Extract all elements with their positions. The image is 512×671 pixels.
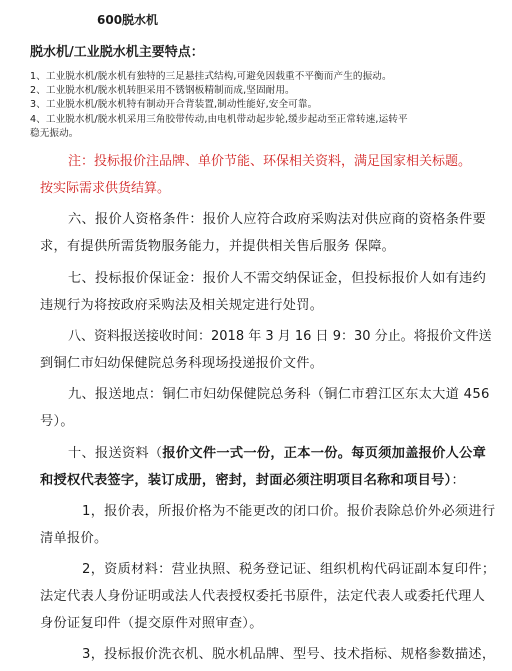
note-line-2: 按实际需求供货结算。 bbox=[40, 181, 171, 196]
section-10-line-2 bbox=[40, 469, 465, 488]
section-8-line-2: 到铜仁市妇幼保健院总务科现场投递报价文件。 bbox=[40, 356, 324, 371]
section-10-bold-2: 和授权代表签字，装订成册，密封，封面必须注明项目名称和项目号） bbox=[40, 473, 452, 488]
feature-item-2: 2、工业脱水机/脱水机转胆采用不锈钢板精制而成,坚固耐用。 bbox=[30, 85, 295, 96]
section-7-line-1: 七、投标报价保证金：报价人不需交纳保证金，但投标报价人如有违约 bbox=[68, 271, 487, 286]
section-10-line-1 bbox=[68, 442, 486, 461]
feature-item-3: 3、工业脱水机/脱水机特有制动开合背装置,制动性能好,安全可靠。 bbox=[30, 99, 318, 110]
product-title: 600脱水机 bbox=[97, 13, 159, 27]
section-10-prefix: 十、报送资料（ bbox=[68, 446, 163, 461]
section-9-line-2: 号）。 bbox=[40, 414, 74, 429]
item-2-line-2: 法定代表人身份证明或法人代表授权委托书原件，法定代表人或委托代理人 bbox=[40, 589, 486, 604]
section-6-line-2: 求，有提供所需货物服务能力，并提供相关售后服务 保障。 bbox=[40, 239, 396, 254]
item-1-line-1: 1，报价表，所报价格为不能更改的闭口价。报价表除总价外必须进行 bbox=[82, 504, 496, 519]
section-10-bold-1: 报价文件一式一份，正本一份。每页须加盖报价人公章 bbox=[162, 446, 487, 461]
item-3-line-1: 3，投标报价洗衣机、脱水机品牌、型号、技术指标、规格参数描述， bbox=[82, 647, 496, 662]
section-6-line-1: 六、报价人资格条件：报价人应符合政府采购法对供应商的资格条件要 bbox=[68, 212, 487, 227]
item-2-line-3: 身份证复印件（提交原件对照审查）。 bbox=[40, 616, 263, 631]
section-8-line-1: 八、资料报送接收时间：2018 年 3 月 16 日 9：30 分止。将报价文件送 bbox=[68, 329, 492, 344]
feature-item-4: 4、工业脱水机/脱水机采用三角胶带传动,由电机带动起步轮,缓步起动至正常转速,运转平 bbox=[30, 114, 408, 125]
features-heading: 脱水机/工业脱水机主要特点： bbox=[30, 45, 204, 60]
note-line-1: 注：投标报价注品牌、单价节能、环保相关资料，满足国家相关标题。 bbox=[68, 154, 472, 169]
item-1-line-2: 清单报价。 bbox=[40, 531, 108, 546]
item-2-line-1: 2，资质材料：营业执照、税务登记证、组织机构代码证副本复印件； bbox=[82, 562, 496, 577]
feature-item-4-cont: 稳无振动。 bbox=[30, 128, 79, 139]
section-7-line-2: 违规行为将按政府采购法及相关规定进行处罚。 bbox=[40, 298, 324, 313]
section-9-line-1: 九、报送地点：铜仁市妇幼保健院总务科（铜仁市碧江区东太大道 456 bbox=[68, 387, 490, 402]
section-10-suffix: ： bbox=[451, 473, 466, 488]
feature-item-1: 1、工业脱水机/脱水机有独特的三足悬挂式结构,可避免因载重不平衡而产生的振动。 bbox=[30, 71, 392, 82]
